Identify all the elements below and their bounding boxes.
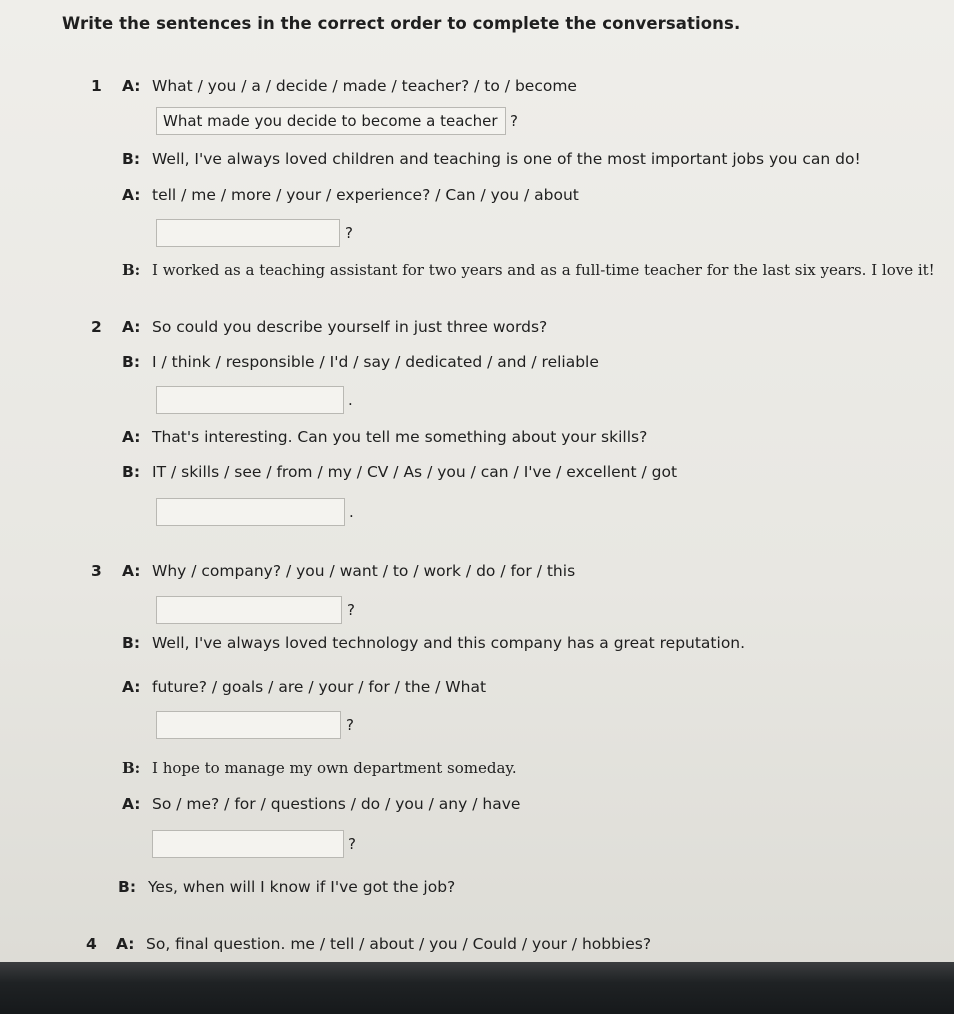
answer-punctuation: . (348, 391, 353, 409)
answer-box[interactable] (152, 830, 344, 858)
answer-box[interactable] (156, 596, 342, 624)
speaker-label: A: (116, 935, 135, 953)
dialogue-line (122, 562, 575, 580)
dialogue-text: Well, I've always loved children and teaching is one of the most important jobs you can do! (152, 150, 861, 168)
dialogue-text: That's interesting. Can you tell me something about your skills? (152, 428, 648, 446)
answer-box[interactable] (156, 498, 345, 526)
speaker-label: A: (122, 186, 141, 204)
speaker-label: B: (122, 353, 141, 371)
instruction-heading: Write the sentences in the correct order to complete the conversations. (62, 14, 741, 33)
answer-punctuation: ? (510, 112, 518, 130)
jumbled-words: future? / goals / are / your / for / the / What (152, 678, 487, 696)
dialogue-text: So could you describe yourself in just three words? (152, 318, 548, 336)
dialogue-text: I worked as a teaching assistant for two years and as a full-time teacher for the last six years. I love it! (152, 261, 935, 279)
speaker-label: A: (122, 318, 141, 336)
answer-box[interactable] (156, 711, 341, 739)
jumbled-words: tell / me / more / your / experience? / Can / you / about (152, 186, 579, 204)
speaker-label: A: (122, 77, 141, 95)
dialogue-line (122, 678, 486, 696)
dialogue-line (122, 186, 579, 204)
speaker-label: B: (122, 150, 141, 168)
dialogue-line (122, 353, 599, 371)
speaker-label: A: (122, 428, 141, 446)
screen-bottom-edge (0, 962, 954, 1014)
speaker-label: A: (122, 562, 141, 580)
answer-punctuation: ? (346, 716, 354, 734)
dialogue-text: Well, I've always loved technology and this company has a great reputation. (152, 634, 746, 652)
speaker-label: B: (122, 759, 141, 777)
jumbled-words: I / think / responsible / I'd / say / dedicated / and / reliable (152, 353, 599, 371)
answer-punctuation: ? (345, 224, 353, 242)
jumbled-words: So / me? / for / questions / do / you / any / have (152, 795, 521, 813)
section-number: 1 (91, 77, 102, 95)
section-number: 2 (91, 318, 102, 336)
dialogue-line (122, 261, 935, 279)
answer-punctuation: ? (348, 835, 356, 853)
dialogue-text: Yes, when will I know if I've got the job? (148, 878, 456, 896)
dialogue-line (122, 77, 577, 95)
speaker-label: A: (122, 795, 141, 813)
section-number: 3 (91, 562, 102, 580)
answer-box[interactable]: What made you decide to become a teacher (156, 107, 506, 135)
speaker-label: B: (122, 261, 141, 279)
dialogue-line (122, 795, 520, 813)
jumbled-words: So, final question. me / tell / about / you / Could / your / hobbies? (146, 935, 652, 953)
dialogue-line (122, 150, 861, 168)
speaker-label: B: (122, 463, 141, 481)
dialogue-line (122, 759, 517, 777)
dialogue-text: I hope to manage my own department someday. (152, 759, 517, 777)
speaker-label: B: (122, 634, 141, 652)
jumbled-words: IT / skills / see / from / my / CV / As / you / can / I've / excellent / got (152, 463, 678, 481)
section-number: 4 (86, 935, 97, 953)
answer-punctuation: . (349, 503, 354, 521)
speaker-label: B: (118, 878, 137, 896)
jumbled-words: Why / company? / you / want / to / work / do / for / this (152, 562, 576, 580)
answer-box[interactable] (156, 386, 344, 414)
answer-box[interactable] (156, 219, 340, 247)
speaker-label: A: (122, 678, 141, 696)
dialogue-line (118, 878, 455, 896)
dialogue-line (122, 318, 547, 336)
answer-punctuation: ? (347, 601, 355, 619)
dialogue-line (116, 935, 651, 953)
dialogue-line (122, 463, 677, 481)
jumbled-words: What / you / a / decide / made / teacher? / to / become (152, 77, 577, 95)
dialogue-line (122, 634, 745, 652)
dialogue-line (122, 428, 647, 446)
